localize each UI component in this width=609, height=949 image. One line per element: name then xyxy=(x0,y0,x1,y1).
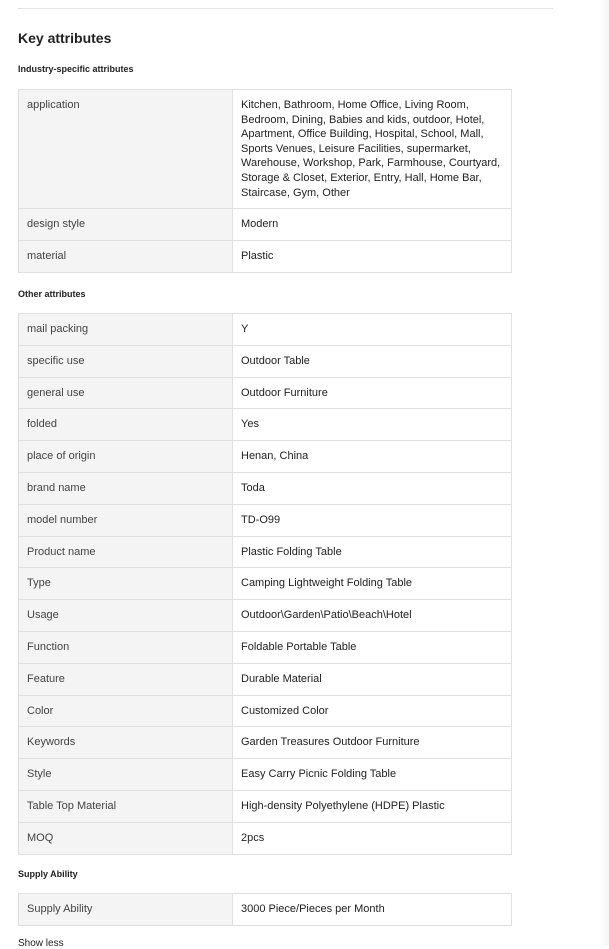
page-title: Key attributes xyxy=(18,30,112,46)
attribute-row xyxy=(19,377,512,409)
attribute-row xyxy=(19,663,512,695)
attribute-value: Plastic xyxy=(233,240,512,272)
industry-attributes-heading: Industry-specific attributes xyxy=(18,64,134,74)
attribute-key: specific use xyxy=(19,345,233,377)
attribute-key: brand name xyxy=(19,472,233,504)
attribute-row xyxy=(19,894,512,926)
attribute-value: 2pcs xyxy=(233,822,512,854)
attribute-row xyxy=(19,600,512,632)
attribute-key: material xyxy=(19,240,233,272)
attribute-value: High-density Polyethylene (HDPE) Plastic xyxy=(233,790,512,822)
attribute-row xyxy=(19,209,512,241)
attribute-row xyxy=(19,345,512,377)
attribute-key: Usage xyxy=(19,600,233,632)
attribute-value: Garden Treasures Outdoor Furniture xyxy=(233,727,512,759)
attribute-row xyxy=(19,472,512,504)
attribute-key: general use xyxy=(19,377,233,409)
attribute-key: Product name xyxy=(19,536,233,568)
attribute-value: Outdoor Table xyxy=(233,345,512,377)
attribute-key: Color xyxy=(19,695,233,727)
attribute-row xyxy=(19,631,512,663)
attribute-row xyxy=(19,409,512,441)
attribute-key: design style xyxy=(19,209,233,241)
attribute-value: Yes xyxy=(233,409,512,441)
attribute-row xyxy=(19,727,512,759)
other-attributes-heading: Other attributes xyxy=(18,289,86,299)
attribute-row xyxy=(19,790,512,822)
attribute-row xyxy=(19,536,512,568)
attribute-value: Toda xyxy=(233,472,512,504)
attribute-value: Customized Color xyxy=(233,695,512,727)
attribute-key: application xyxy=(19,90,233,209)
show-less-link[interactable]: Show less xyxy=(18,938,64,949)
attribute-key: model number xyxy=(19,504,233,536)
attribute-value: Outdoor\Garden\Patio\Beach\Hotel xyxy=(233,600,512,632)
attribute-value: TD-O99 xyxy=(233,504,512,536)
attribute-value: Plastic Folding Table xyxy=(233,536,512,568)
attribute-key: Keywords xyxy=(19,727,233,759)
supply-ability-heading: Supply Ability xyxy=(18,869,78,879)
supply-ability-table xyxy=(18,893,512,926)
attribute-value: Kitchen, Bathroom, Home Office, Living Room, Bedroom, Dining, Babies and kids, outdoor, Hotel, Apartment, Office Building, Hospital, School, Mall, Sports Venues, Leisure Facilities, supermarket, Warehouse, Workshop, Park, Farmhouse, Courtyard, Storage & Closet, Exterior, Entry, Hall, Home Bar, Staircase, Gym, Other xyxy=(233,90,512,209)
attribute-key: MOQ xyxy=(19,822,233,854)
attribute-key: folded xyxy=(19,409,233,441)
attribute-value: Durable Material xyxy=(233,663,512,695)
attribute-key: place of origin xyxy=(19,441,233,473)
attribute-row xyxy=(19,504,512,536)
attribute-value: 3000 Piece/Pieces per Month xyxy=(233,894,512,926)
top-divider xyxy=(18,8,553,9)
attribute-row xyxy=(19,568,512,600)
attribute-row xyxy=(19,240,512,272)
attribute-key: Table Top Material xyxy=(19,790,233,822)
attribute-row xyxy=(19,695,512,727)
attribute-value: Henan, China xyxy=(233,441,512,473)
attribute-row xyxy=(19,314,512,346)
attribute-value: Camping Lightweight Folding Table xyxy=(233,568,512,600)
attribute-value: Outdoor Furniture xyxy=(233,377,512,409)
attribute-value: Easy Carry Picnic Folding Table xyxy=(233,759,512,791)
attribute-value: Y xyxy=(233,314,512,346)
attribute-key: Feature xyxy=(19,663,233,695)
attribute-value: Foldable Portable Table xyxy=(233,631,512,663)
attribute-row xyxy=(19,441,512,473)
attribute-row xyxy=(19,90,512,209)
attribute-key: Function xyxy=(19,631,233,663)
attribute-key: Style xyxy=(19,759,233,791)
industry-attributes-table xyxy=(18,89,512,273)
attribute-row xyxy=(19,759,512,791)
attribute-key: Type xyxy=(19,568,233,600)
other-attributes-table xyxy=(18,313,512,855)
attribute-key: Supply Ability xyxy=(19,894,233,926)
page-edge xyxy=(599,0,609,945)
attribute-key: mail packing xyxy=(19,314,233,346)
attribute-value: Modern xyxy=(233,209,512,241)
attribute-row xyxy=(19,822,512,854)
